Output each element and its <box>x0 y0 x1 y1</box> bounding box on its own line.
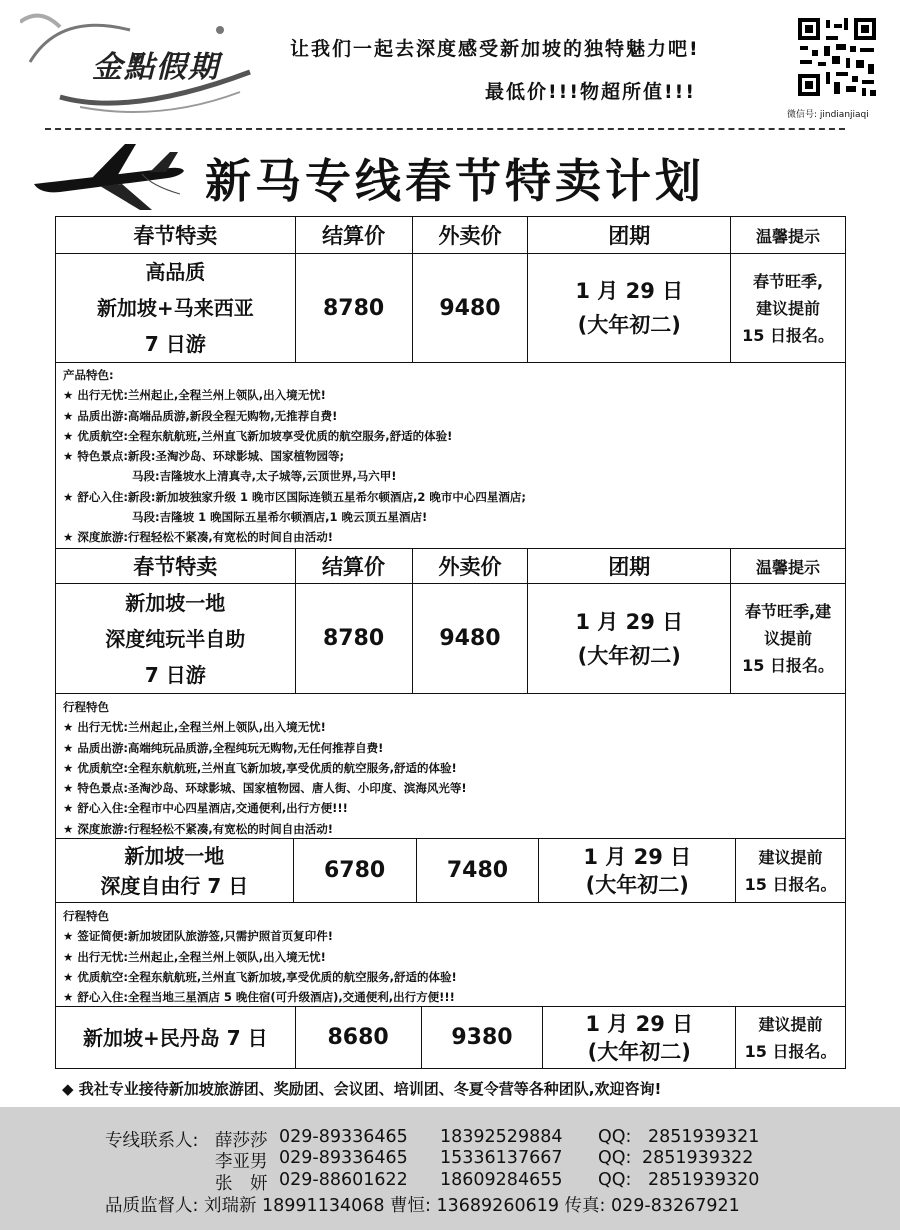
product-table-4 <box>55 1006 846 1069</box>
feature-item: ★ 出行无忧:兰州起止,全程兰州上领队,出入境无忧! <box>63 949 326 964</box>
header-special: 春节特卖 <box>56 549 296 584</box>
features-block-3 <box>55 902 846 1006</box>
header-departure: 团期 <box>528 549 731 584</box>
contact-tel: 029-88601622 <box>279 1170 408 1190</box>
date-note: (大年初二) <box>587 1039 691 1064</box>
product-name <box>56 839 294 903</box>
feature-item: ★ 出行无忧:兰州起止,全程兰州上领队,出入境无忧! <box>63 388 326 403</box>
tip-line: 15 日报名。 <box>742 656 834 675</box>
tip-line: 15 日报名。 <box>744 874 837 894</box>
header-divider <box>45 128 845 130</box>
contact-qq: 2851939320 <box>648 1170 760 1190</box>
slogan-primary: 让我们一起去深度感受新加坡的独特魅力吧! <box>290 38 700 60</box>
contact-tel: 029-89336465 <box>279 1127 408 1147</box>
product-table-2 <box>55 548 846 694</box>
header-departure: 团期 <box>528 217 731 254</box>
settle-price: 8680 <box>295 1007 421 1069</box>
features-title: 产品特色: <box>63 368 114 382</box>
product-row <box>56 584 846 694</box>
product-name-line: 深度自由行 7 日 <box>100 873 249 898</box>
feature-item: ★ 品质出游:高端品质游,新段全程无购物,无推荐自费! <box>63 408 338 423</box>
date-value: 1 月 29 日 <box>583 844 692 869</box>
contact-tel: 029-89336465 <box>279 1148 408 1168</box>
tip-cell <box>736 839 846 903</box>
tip-line: 春节旺季, <box>753 271 824 291</box>
features-title: 行程特色 <box>63 909 109 923</box>
product-table-1 <box>55 216 846 363</box>
retail-price: 9480 <box>412 254 528 363</box>
features-block-1 <box>55 361 846 548</box>
feature-item: ★ 优质航空:全程东航航班,兰州直飞新加坡,享受优质的航空服务,舒适的体验! <box>63 760 457 775</box>
contact-qq-label: QQ: <box>598 1170 632 1190</box>
header-retail-price: 外卖价 <box>412 549 528 584</box>
product-name-line: 新加坡+马来西亚 <box>96 296 254 320</box>
feature-item: ★ 舒心入住:新段:新加坡独家升级 1 晚市区国际连锁五星希尔顿酒店,2 晚市中心四星酒店; <box>63 489 526 504</box>
product-name-line: 高品质 <box>145 260 206 284</box>
tip-cell <box>731 584 846 694</box>
date-note: (大年初二) <box>585 872 689 897</box>
date-value: 1 月 29 日 <box>585 1011 694 1036</box>
feature-item: ★ 优质航空:全程东航航班,兰州直飞新加坡享受优质的航空服务,舒适的体验! <box>63 428 453 443</box>
product-name <box>56 254 296 363</box>
departure-date <box>539 839 736 903</box>
tip-line: 建议提前 <box>758 847 823 867</box>
header-tip: 温馨提示 <box>731 549 846 584</box>
product-name-line: 新加坡+民丹岛 7 日 <box>83 1025 268 1050</box>
slogan-price: 最低价!!!物超所值!!! <box>485 81 696 103</box>
feature-item: 马段:吉隆坡 1 晚国际五星希尔顿酒店,1 晚云顶五星酒店! <box>63 510 428 525</box>
product-name-line: 深度纯玩半自助 <box>105 626 246 651</box>
date-value: 1 月 29 日 <box>575 279 684 303</box>
logo-text: 金點假期 <box>92 50 220 85</box>
tip-line: 议提前 <box>764 629 813 648</box>
feature-item: ★ 优质航空:全程东航航班,兰州直飞新加坡,享受优质的航空服务,舒适的体验! <box>63 969 457 984</box>
tip-cell <box>731 254 846 363</box>
tip-cell <box>736 1007 846 1069</box>
header-special: 春节特卖 <box>56 217 296 254</box>
contact-qq-label: QQ: <box>598 1148 632 1168</box>
contact-qq: 2851939322 <box>642 1148 754 1168</box>
table-header-row <box>56 549 846 584</box>
feature-item: ★ 舒心入住:全程当地三星酒店 5 晚住宿(可升级酒店),交通便利,出行方便!!! <box>63 990 455 1005</box>
feature-item: ★ 深度旅游:行程轻松不紧凑,有宽松的时间自由活动! <box>63 821 334 836</box>
contact-mobile: 15336137667 <box>440 1148 563 1168</box>
feature-item: ★ 品质出游:高端纯玩品质游,全程纯玩无购物,无任何推荐自费! <box>63 740 384 755</box>
contact-qq: 2851939321 <box>648 1127 760 1147</box>
header-tip: 温馨提示 <box>731 217 846 254</box>
header-settle-price: 结算价 <box>295 217 412 254</box>
product-row <box>56 254 846 363</box>
retail-price: 9380 <box>421 1007 543 1069</box>
contact-label: 专线联系人: <box>105 1131 199 1151</box>
feature-item: ★ 特色景点:新段:圣淘沙岛、环球影城、国家植物园等; <box>63 449 345 464</box>
departure-date <box>528 254 731 363</box>
settle-price: 6780 <box>293 839 416 903</box>
logo <box>20 2 270 122</box>
service-note: ◆ 我社专业接待新加坡旅游团、奖励团、会议团、培训团、冬夏令营等各种团队,欢迎咨询! <box>62 1080 662 1098</box>
contact-qq-label: QQ: <box>598 1127 632 1147</box>
product-name-line: 7 日游 <box>144 332 206 356</box>
product-name-line: 新加坡一地 <box>124 843 225 868</box>
page-title: 新马专线春节特卖计划 <box>205 154 705 208</box>
contact-name: 张 妍 <box>215 1174 268 1194</box>
departure-date <box>528 584 731 694</box>
contact-mobile: 18609284655 <box>440 1170 563 1190</box>
product-name-line: 7 日游 <box>144 662 206 687</box>
contact-name: 薛莎莎 <box>215 1131 268 1151</box>
header-settle-price: 结算价 <box>295 549 412 584</box>
tip-line: 15 日报名。 <box>742 325 834 345</box>
contact-mobile: 18392529884 <box>440 1127 563 1147</box>
contact-footer <box>0 1107 900 1230</box>
wechat-id-label: 微信号: jindianjiaqi <box>787 110 869 120</box>
date-note: (大年初二) <box>577 643 681 668</box>
feature-item: ★ 舒心入住:全程市中心四星酒店,交通便利,出行方便!!! <box>63 801 348 816</box>
table-header-row <box>56 217 846 254</box>
tip-line: 建议提前 <box>758 1014 823 1034</box>
tip-line: 15 日报名。 <box>744 1041 837 1061</box>
header-retail-price: 外卖价 <box>412 217 528 254</box>
retail-price: 7480 <box>416 839 539 903</box>
tip-line: 建议提前 <box>756 298 821 318</box>
features-title: 行程特色 <box>63 700 109 714</box>
feature-item: ★ 签证简便:新加坡团队旅游签,只需护照首页复印件! <box>63 929 334 944</box>
date-value: 1 月 29 日 <box>575 609 684 634</box>
product-row <box>56 1007 846 1069</box>
product-name <box>56 1007 296 1069</box>
settle-price: 8780 <box>295 584 412 694</box>
product-name <box>56 584 296 694</box>
date-note: (大年初二) <box>577 313 681 337</box>
product-table-3 <box>55 838 846 903</box>
qr-code-icon <box>796 16 878 98</box>
product-row <box>56 839 846 903</box>
retail-price: 9480 <box>412 584 528 694</box>
feature-item: ★ 深度旅游:行程轻松不紧凑,有宽松的时间自由活动! <box>63 530 334 545</box>
feature-item: ★ 出行无忧:兰州起止,全程兰州上领队,出入境无忧! <box>63 720 326 735</box>
supervisor-line: 品质监督人: 刘瑞新 18991134068 曹恒: 13689260619 传真: 029-83267921 <box>105 1196 740 1216</box>
settle-price: 8780 <box>295 254 412 363</box>
feature-item: 马段:吉隆坡水上清真寺,太子城等,云顶世界,马六甲! <box>63 469 397 484</box>
feature-item: ★ 特色景点:圣淘沙岛、环球影城、国家植物园、唐人街、小印度、滨海风光等! <box>63 781 467 796</box>
features-block-2 <box>55 693 846 838</box>
departure-date <box>543 1007 736 1069</box>
product-name-line: 新加坡一地 <box>125 590 226 615</box>
airplane-icon <box>30 138 190 213</box>
contact-name: 李亚男 <box>215 1152 268 1172</box>
tip-line: 春节旺季,建 <box>745 602 832 621</box>
